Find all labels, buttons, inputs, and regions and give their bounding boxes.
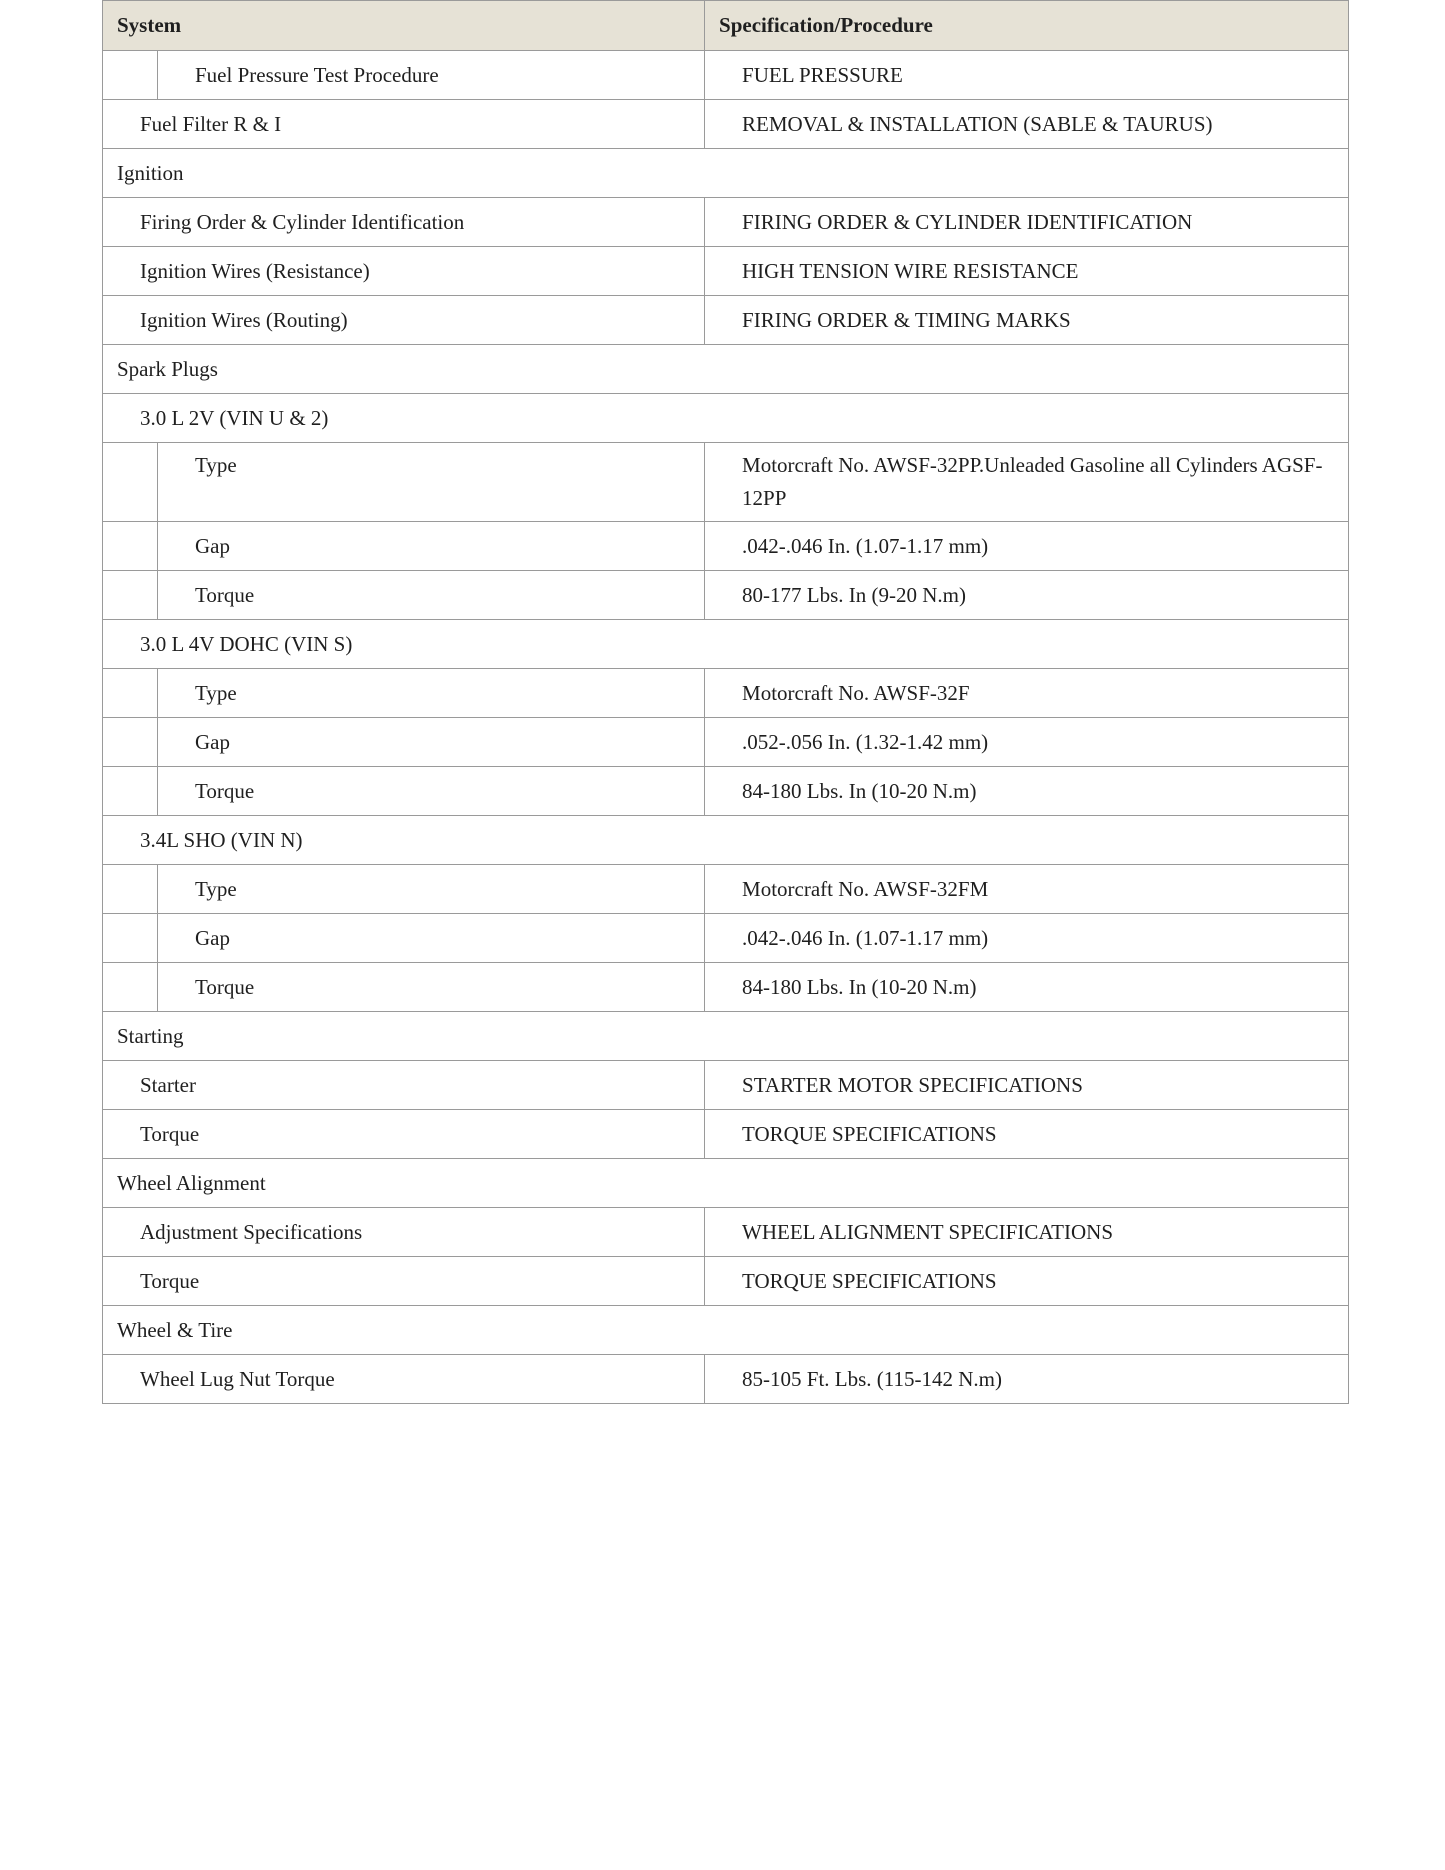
section-row — [103, 1012, 1349, 1061]
row-value: TORQUE SPECIFICATIONS — [705, 1110, 1349, 1159]
indent-cell — [103, 767, 158, 816]
row-label: Gap — [158, 914, 705, 963]
table-row — [103, 914, 1349, 963]
row-value: .042-.046 In. (1.07-1.17 mm) — [705, 522, 1349, 571]
row-value: STARTER MOTOR SPECIFICATIONS — [705, 1061, 1349, 1110]
table-row — [103, 100, 1349, 149]
table-row — [103, 1061, 1349, 1110]
section-row — [103, 1306, 1349, 1355]
section-row — [103, 149, 1349, 198]
row-label: Type — [158, 865, 705, 914]
row-value: REMOVAL & INSTALLATION (SABLE & TAURUS) — [705, 100, 1349, 149]
row-label: Gap — [158, 718, 705, 767]
table-row — [103, 571, 1349, 620]
indent-cell — [103, 443, 158, 522]
row-value: Motorcraft No. AWSF-32FM — [705, 865, 1349, 914]
row-value: FIRING ORDER & CYLINDER IDENTIFICATION — [705, 198, 1349, 247]
subsection-label: 3.0 L 2V (VIN U & 2) — [103, 394, 1349, 443]
row-label: Fuel Pressure Test Procedure — [158, 51, 705, 100]
row-value: 84-180 Lbs. In (10-20 N.m) — [705, 767, 1349, 816]
indent-cell — [103, 571, 158, 620]
table-row — [103, 1257, 1349, 1306]
row-label: Adjustment Specifications — [103, 1208, 705, 1257]
section-label: Wheel & Tire — [103, 1306, 1349, 1355]
table-row — [103, 865, 1349, 914]
row-value: TORQUE SPECIFICATIONS — [705, 1257, 1349, 1306]
table-row — [103, 1355, 1349, 1404]
section-row — [103, 345, 1349, 394]
subsection-label: 3.4L SHO (VIN N) — [103, 816, 1349, 865]
row-label: Starter — [103, 1061, 705, 1110]
row-label: Ignition Wires (Resistance) — [103, 247, 705, 296]
row-value: WHEEL ALIGNMENT SPECIFICATIONS — [705, 1208, 1349, 1257]
table-row — [103, 669, 1349, 718]
table-row — [103, 522, 1349, 571]
table-row — [103, 767, 1349, 816]
section-label: Wheel Alignment — [103, 1159, 1349, 1208]
section-row — [103, 1159, 1349, 1208]
table-row — [103, 443, 1349, 522]
indent-cell — [103, 669, 158, 718]
row-label: Type — [158, 669, 705, 718]
row-label: Fuel Filter R & I — [103, 100, 705, 149]
indent-cell — [103, 865, 158, 914]
section-label: Ignition — [103, 149, 1349, 198]
row-value: HIGH TENSION WIRE RESISTANCE — [705, 247, 1349, 296]
row-label: Torque — [103, 1257, 705, 1306]
row-value: Motorcraft No. AWSF-32PP.Unleaded Gasoline all Cylinders AGSF-12PP — [705, 443, 1349, 522]
table-row — [103, 247, 1349, 296]
table-row — [103, 718, 1349, 767]
table-row — [103, 296, 1349, 345]
indent-cell — [103, 522, 158, 571]
row-label: Torque — [158, 571, 705, 620]
table-header-row — [103, 1, 1349, 51]
row-value: .052-.056 In. (1.32-1.42 mm) — [705, 718, 1349, 767]
table-row — [103, 198, 1349, 247]
row-label: Torque — [158, 767, 705, 816]
row-value: 84-180 Lbs. In (10-20 N.m) — [705, 963, 1349, 1012]
row-value: .042-.046 In. (1.07-1.17 mm) — [705, 914, 1349, 963]
row-value: Motorcraft No. AWSF-32F — [705, 669, 1349, 718]
indent-cell — [103, 963, 158, 1012]
row-value: FIRING ORDER & TIMING MARKS — [705, 296, 1349, 345]
table-row — [103, 1110, 1349, 1159]
header-system: System — [103, 1, 705, 51]
indent-cell — [103, 718, 158, 767]
row-label: Firing Order & Cylinder Identification — [103, 198, 705, 247]
subsection-label: 3.0 L 4V DOHC (VIN S) — [103, 620, 1349, 669]
header-specification: Specification/Procedure — [705, 1, 1349, 51]
row-label: Gap — [158, 522, 705, 571]
row-value: FUEL PRESSURE — [705, 51, 1349, 100]
row-label: Torque — [158, 963, 705, 1012]
table-row — [103, 1208, 1349, 1257]
subsection-row — [103, 620, 1349, 669]
row-label: Torque — [103, 1110, 705, 1159]
row-label: Wheel Lug Nut Torque — [103, 1355, 705, 1404]
section-label: Starting — [103, 1012, 1349, 1061]
row-value: 80-177 Lbs. In (9-20 N.m) — [705, 571, 1349, 620]
indent-cell — [103, 51, 158, 100]
table-row — [103, 51, 1349, 100]
indent-cell — [103, 914, 158, 963]
subsection-row — [103, 394, 1349, 443]
table-row — [103, 963, 1349, 1012]
row-label: Type — [158, 443, 705, 522]
row-value: 85-105 Ft. Lbs. (115-142 N.m) — [705, 1355, 1349, 1404]
subsection-row — [103, 816, 1349, 865]
specifications-table — [102, 0, 1349, 1404]
section-label: Spark Plugs — [103, 345, 1349, 394]
row-label: Ignition Wires (Routing) — [103, 296, 705, 345]
